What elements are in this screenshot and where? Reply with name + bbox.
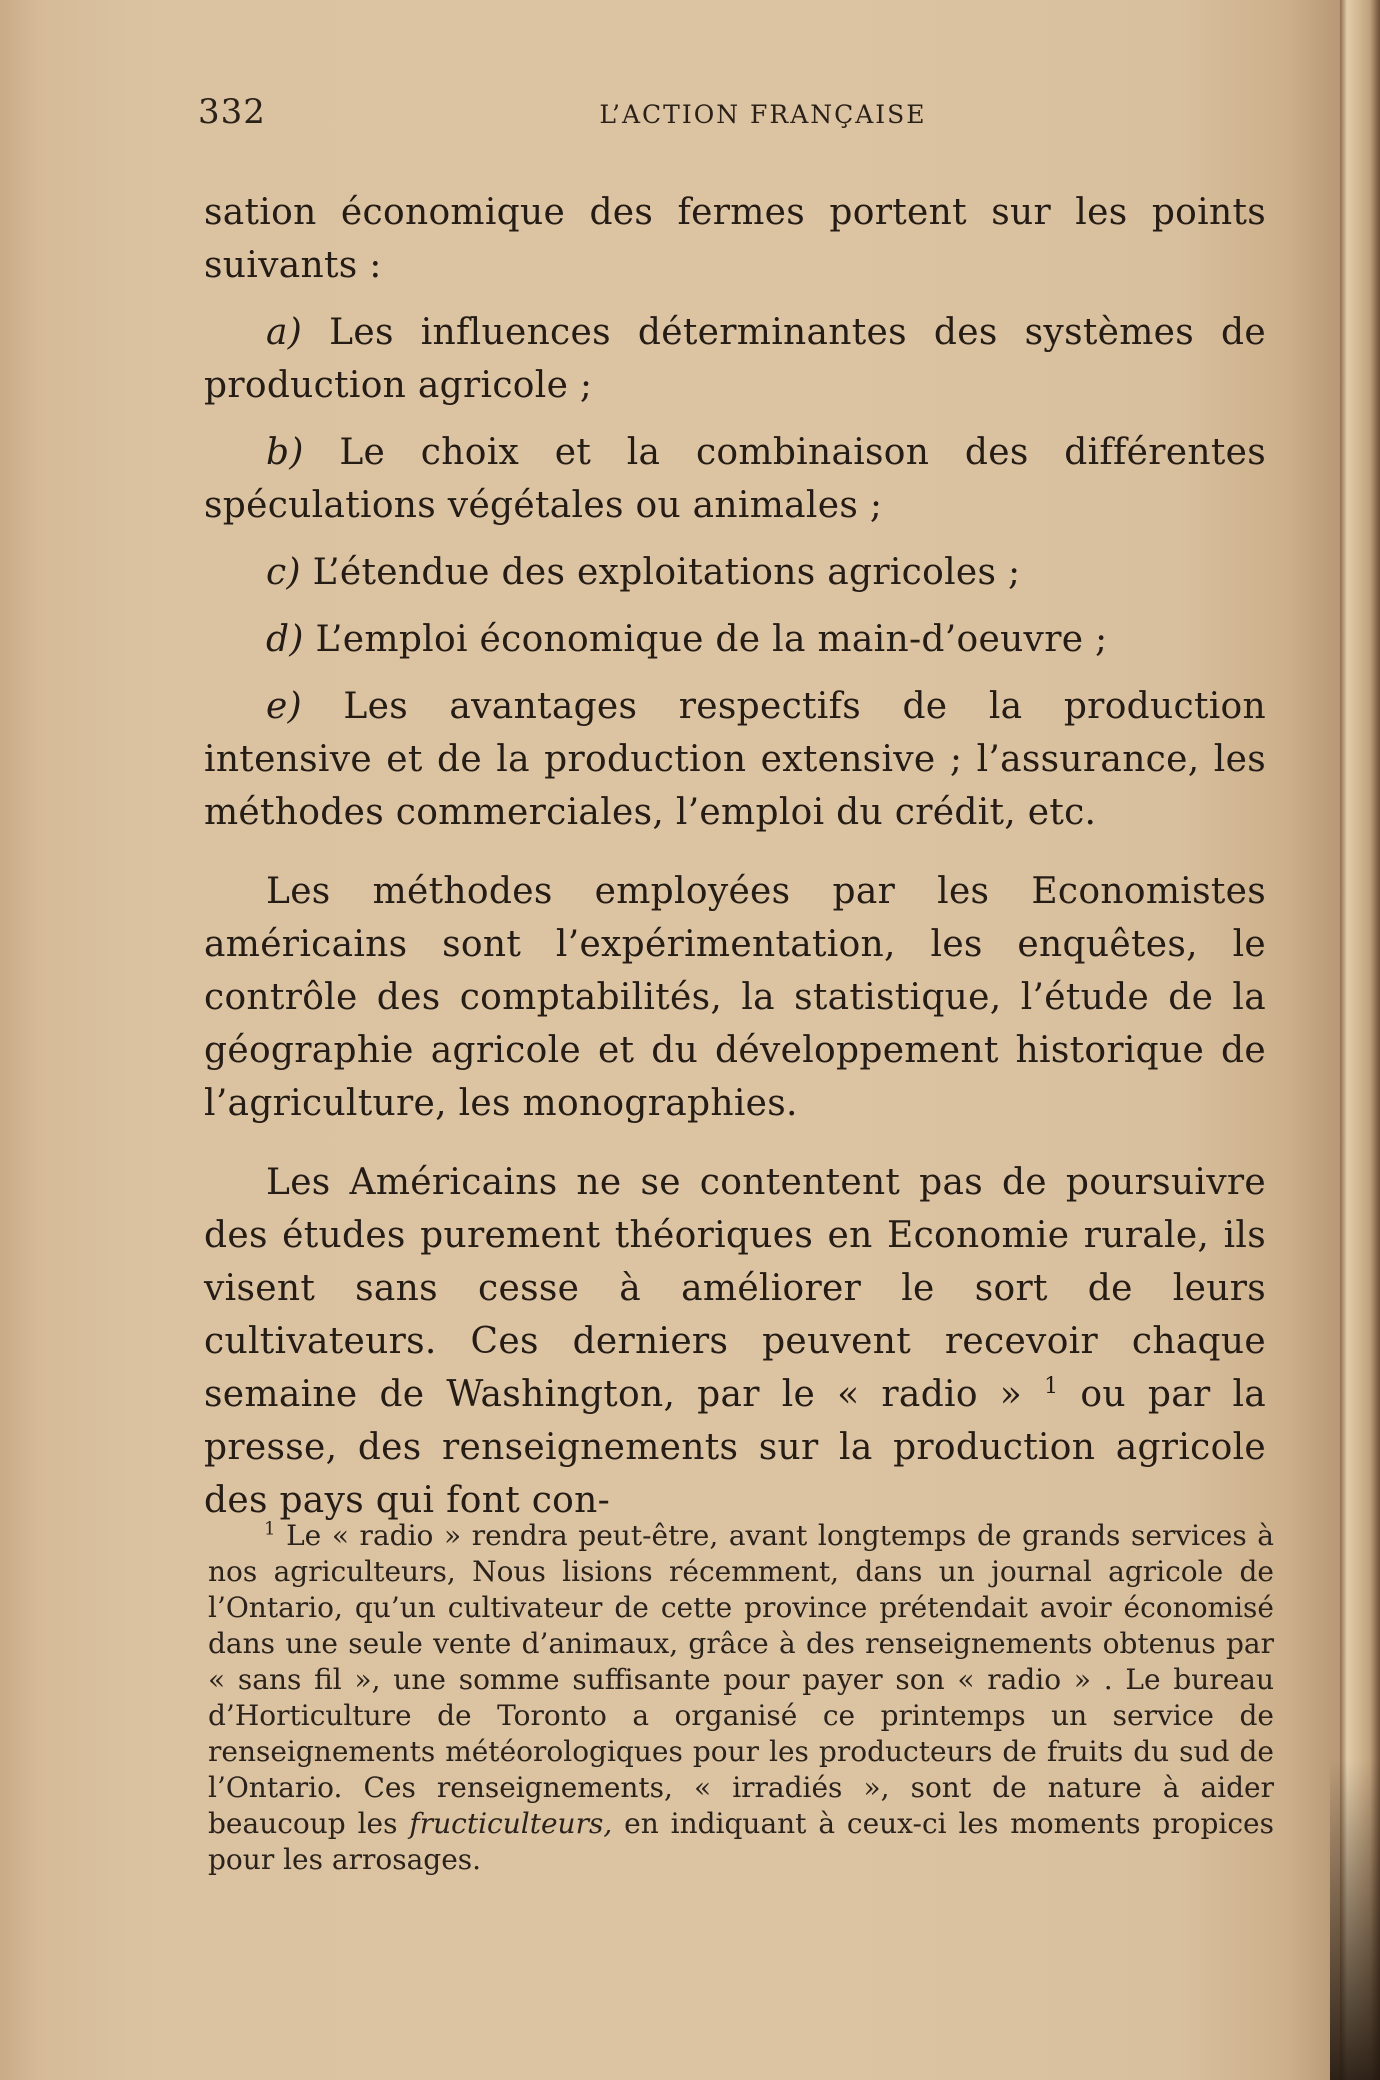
paragraph: Les méthodes employées par les Economistes américains sont l’expérimentation, les enquêtes, le contrôle des comptabilités, la statistique, l’étude de la géographie agricole et du développement historique de l’agriculture, les monographies. <box>204 871 1266 1124</box>
intro-paragraph: sation économique des fermes portent sur les points suivants : <box>204 192 1266 286</box>
paragraph <box>204 1156 1266 1527</box>
list-item <box>204 613 1266 666</box>
list-item-text: L’étendue des exploitations agricoles ; <box>312 552 1021 593</box>
list-item <box>204 546 1266 599</box>
footnote-italic-word: fructiculteurs, <box>409 1807 613 1840</box>
list-item-text: Les influences déterminantes des systèmes de production agricole ; <box>204 312 1266 406</box>
list-item <box>204 680 1266 839</box>
binding-shadow <box>1330 1760 1380 2080</box>
list-item-text: Les avantages respectifs de la production intensive et de la production extensive ; l’assurance, les méthodes commerciales, l’emploi du crédit, etc. <box>204 686 1266 833</box>
list-item <box>204 306 1266 412</box>
paragraph-text: ou par la presse, des renseignements sur la production agricole des pays qui font con- <box>204 1374 1267 1521</box>
list-letter: e) <box>266 686 302 727</box>
footnote-text: Le « radio » rendra peut-être, avant longtemps de grands services à nos agriculteurs, Nous lisions récemment, dans un journal agricole de l’Ontario, qu’un cultivateur de cette province prétendait avoir économisé dans une seule vente d’animaux, grâce à des renseignements obtenus par « sans fil », une somme suffisante pour payer son « radio » . Le bureau d’Horticulture de Toronto a organisé ce printemps un service de renseignements météorologiques pour les producteurs de fruits du sud de l’Ontario. Ces renseignements, « irradiés », sont de nature à aider beaucoup les <box>208 1519 1274 1840</box>
list-item-text: Le choix et la combinaison des différentes spéculations végétales ou animales ; <box>204 432 1266 526</box>
page-number: 332 <box>198 92 266 132</box>
paragraph-text: Les Américains ne se contentent pas de poursuivre des études purement théoriques en Economie rurale, ils visent sans cesse à améliorer le sort de leurs cultivateurs. Ces derniers peuvent recevoir chaque semaine de Washington, par le « radio » <box>204 1162 1266 1415</box>
footnote <box>208 1518 1274 1878</box>
main-text <box>204 186 1266 1527</box>
footnote-paragraph <box>208 1518 1274 1878</box>
list-letter: a) <box>266 312 303 353</box>
footnote-text: en indiquant à ceux-ci les moments propices pour les arrosages. <box>208 1807 1274 1876</box>
list-letter: c) <box>266 552 301 593</box>
running-head: L’ACTION FRANÇAISE <box>599 100 927 129</box>
list-item-text: L’emploi économique de la main-d’oeuvre ; <box>315 619 1108 660</box>
list-letter: b) <box>266 432 304 473</box>
list-letter: d) <box>266 619 304 660</box>
list-item <box>204 426 1266 532</box>
page-header <box>198 92 1268 138</box>
footnote-marker: 1 <box>264 1518 276 1540</box>
footnote-reference: 1 <box>1044 1374 1059 1399</box>
